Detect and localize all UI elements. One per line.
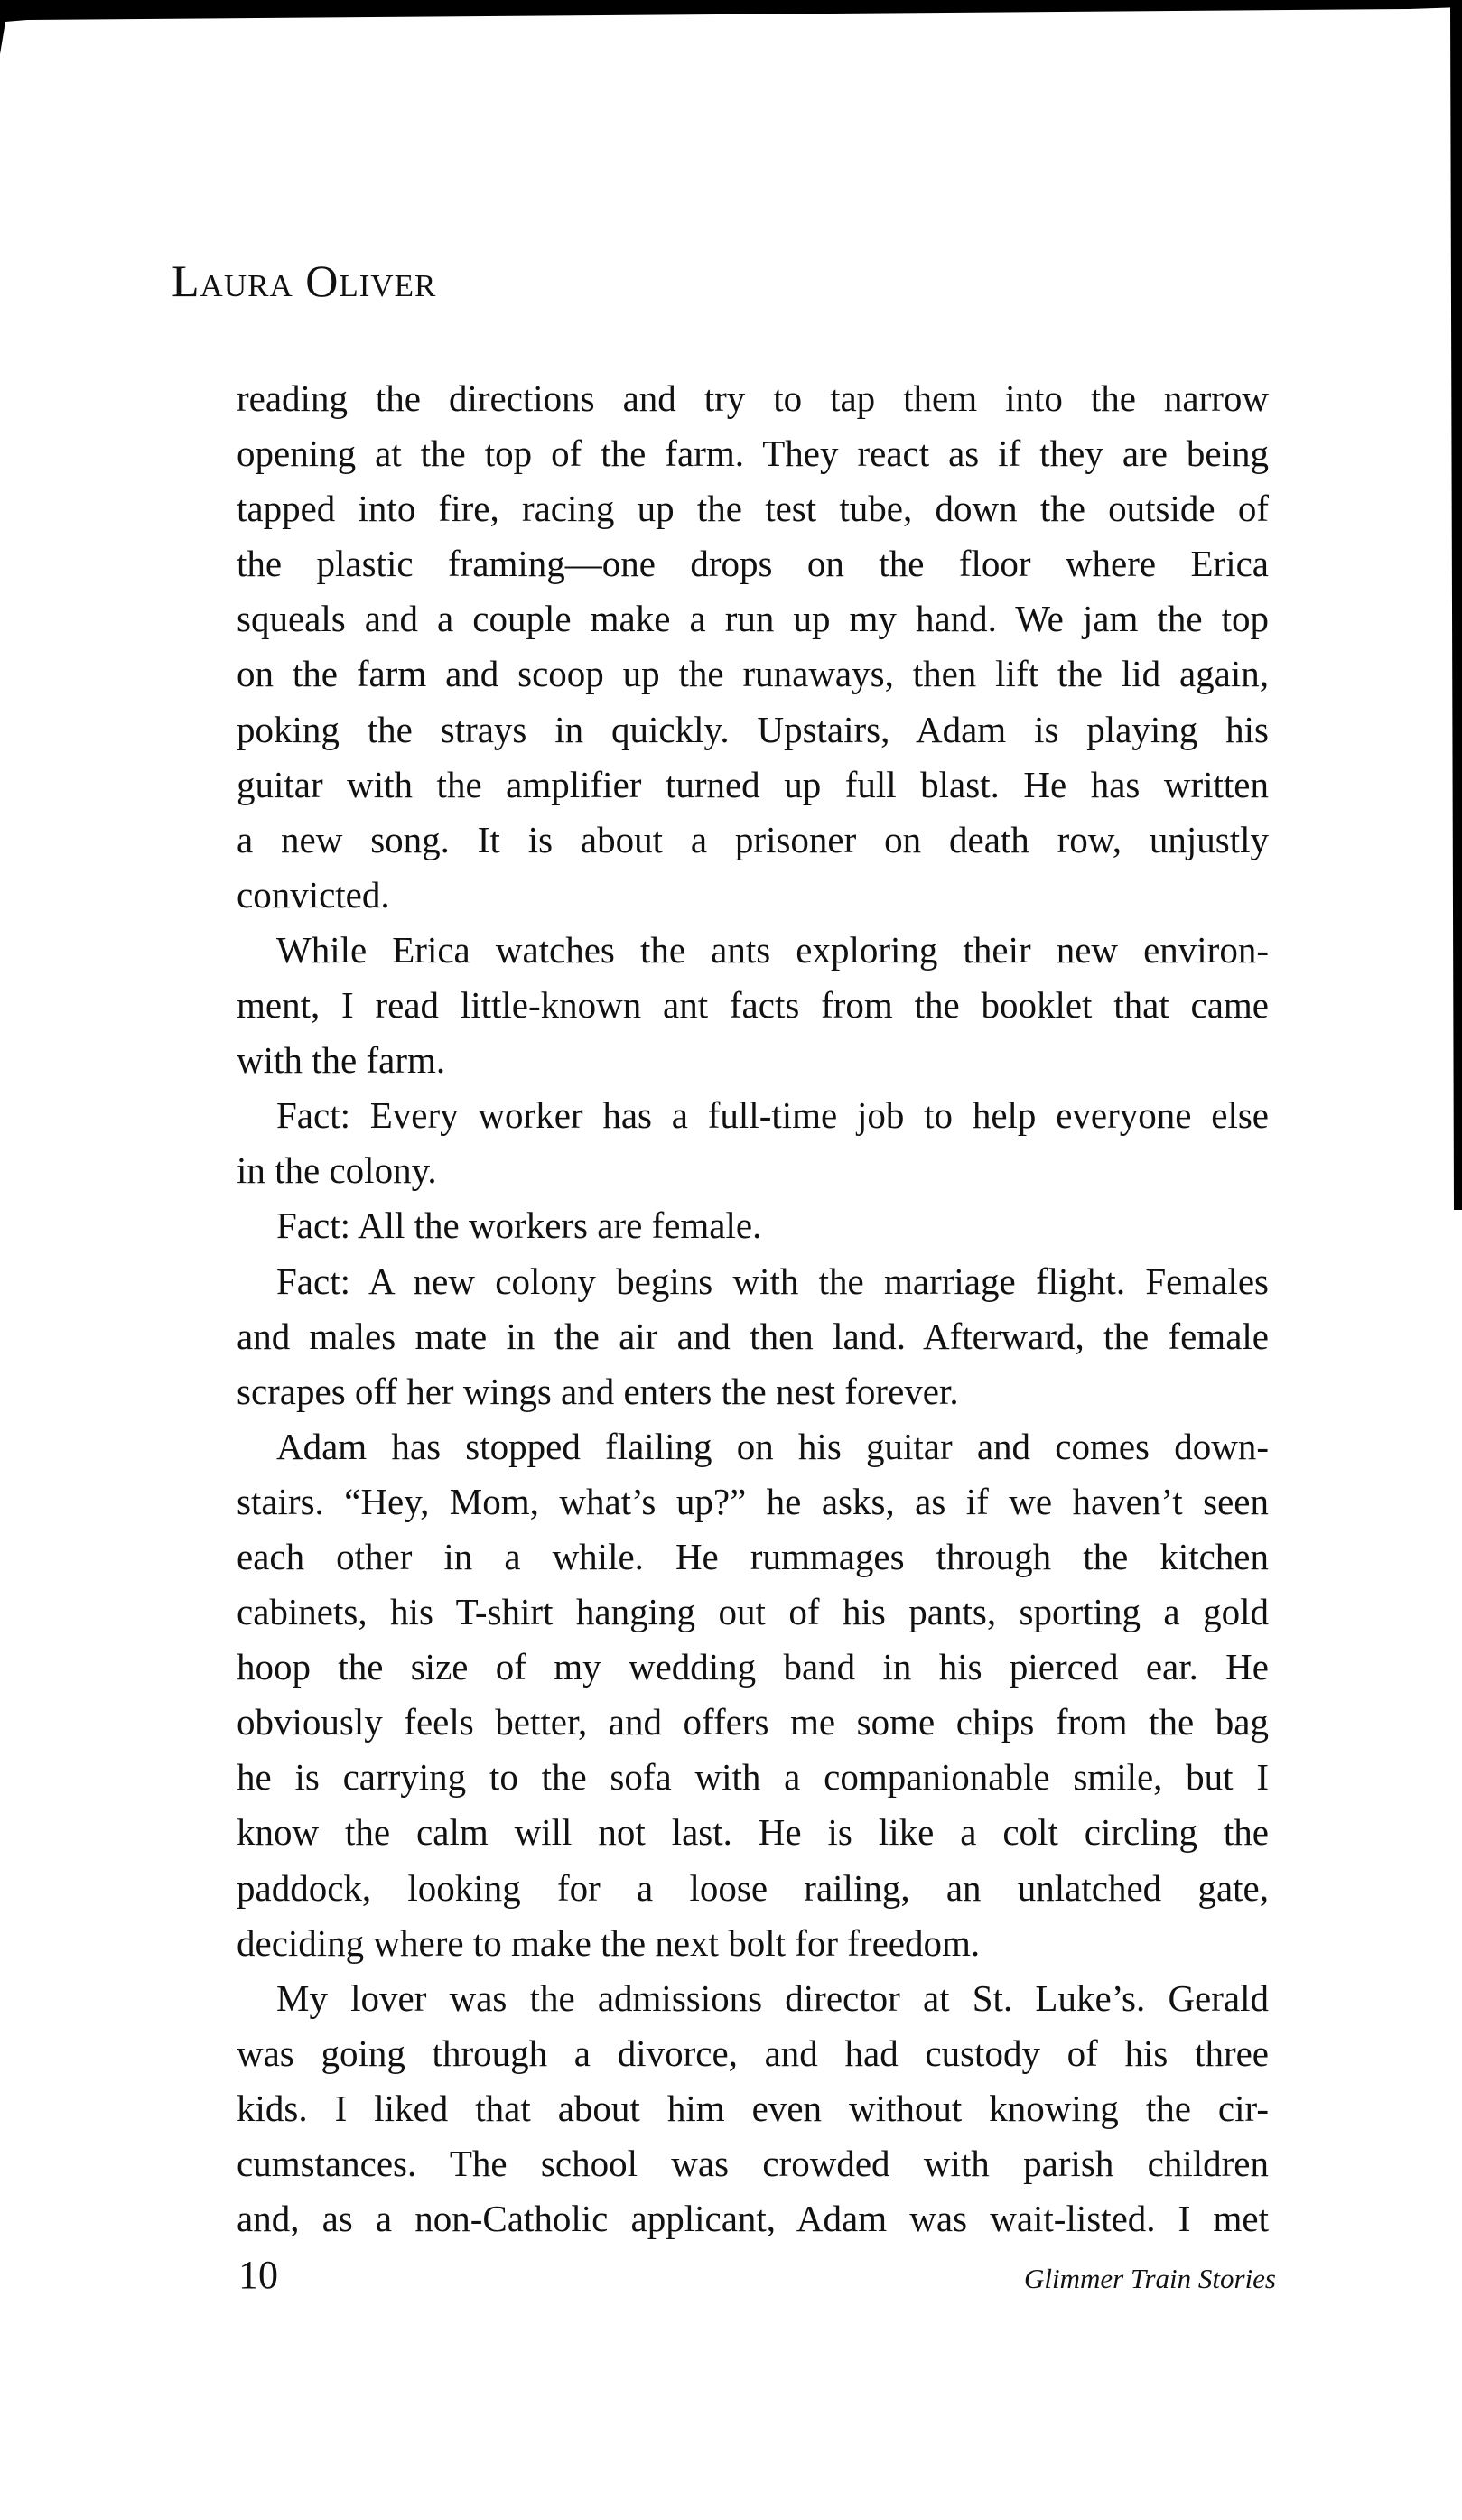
text-line: Fact: All the workers are female.: [276, 1204, 762, 1247]
page-number: 10: [238, 2253, 278, 2297]
text-line: know the calm will not last. He is like a colt circling the: [237, 1811, 1269, 1854]
text-line: ment, I read little-known ant facts from the booklet that came: [237, 984, 1269, 1027]
text-line: cabinets, his T-shirt hanging out of his pants, sporting a gold: [237, 1591, 1269, 1633]
text-line: in the colony.: [237, 1149, 437, 1192]
text-line: cumstances. The school was crowded with parish children: [237, 2143, 1269, 2184]
text-line: and males mate in the air and then land. Afterward, the female: [237, 1315, 1269, 1357]
text-line: a new song. It is about a prisoner on death row, unjustly: [237, 818, 1269, 860]
text-line: opening at the top of the farm. They react as if they are being: [237, 432, 1269, 475]
text-line: Fact: Every worker has a full-time job to help everyone else: [276, 1094, 1269, 1137]
text-line: deciding where to make the next bolt for freedom.: [237, 1921, 981, 1964]
text-line: obviously feels better, and offers me some chips from the bag: [237, 1701, 1269, 1744]
text-line: reading the directions and try to tap them into the narrow: [237, 377, 1269, 419]
text-line: hoop the size of my wedding band in his pierced ear. He: [237, 1646, 1269, 1688]
text-line: While Erica watches the ants exploring their new environ-: [276, 928, 1269, 971]
story-body-text: [237, 371, 1269, 2246]
text-line: Adam has stopped flailing on his guitar and comes down-: [276, 1425, 1269, 1467]
running-head-author: Laura Oliver: [172, 256, 437, 306]
text-line: convicted.: [237, 873, 390, 916]
journal-title: Glimmer Train Stories: [1023, 2263, 1276, 2294]
text-line: with the farm.: [237, 1039, 446, 1082]
text-line: My lover was the admissions director at St. Luke’s. Gerald: [276, 1976, 1269, 2019]
text-line: the plastic framing—one drops on the floor where Erica: [237, 543, 1269, 585]
text-line: kids. I liked that about him even without knowing the cir-: [237, 2087, 1269, 2129]
text-line: was going through a divorce, and had custody of his three: [237, 2032, 1269, 2074]
text-line: paddock, looking for a loose railing, an unlatched gate,: [237, 1866, 1269, 1909]
text-line: stairs. “Hey, Mom, what’s up?” he asks, as if we haven’t seen: [237, 1480, 1269, 1522]
text-line: Fact: A new colony begins with the marriage flight. Females: [276, 1260, 1269, 1302]
text-line: guitar with the amplifier turned up full blast. He has written: [237, 763, 1269, 805]
text-line: tapped into fire, racing up the test tube, down the outside of: [237, 488, 1269, 530]
text-line: and, as a non-Catholic applicant, Adam was wait-listed. I met: [237, 2198, 1269, 2240]
text-line: on the farm and scoop up the runaways, then lift the lid again,: [237, 653, 1269, 695]
text-line: poking the strays in quickly. Upstairs, Adam is playing his: [237, 708, 1269, 750]
text-line: scrapes off her wings and enters the nest forever.: [237, 1370, 959, 1412]
text-line: he is carrying to the sofa with a companionable smile, but I: [237, 1756, 1269, 1799]
text-line: squeals and a couple make a run up my hand. We jam the top: [237, 598, 1269, 640]
text-line: each other in a while. He rummages through the kitchen: [237, 1535, 1269, 1577]
